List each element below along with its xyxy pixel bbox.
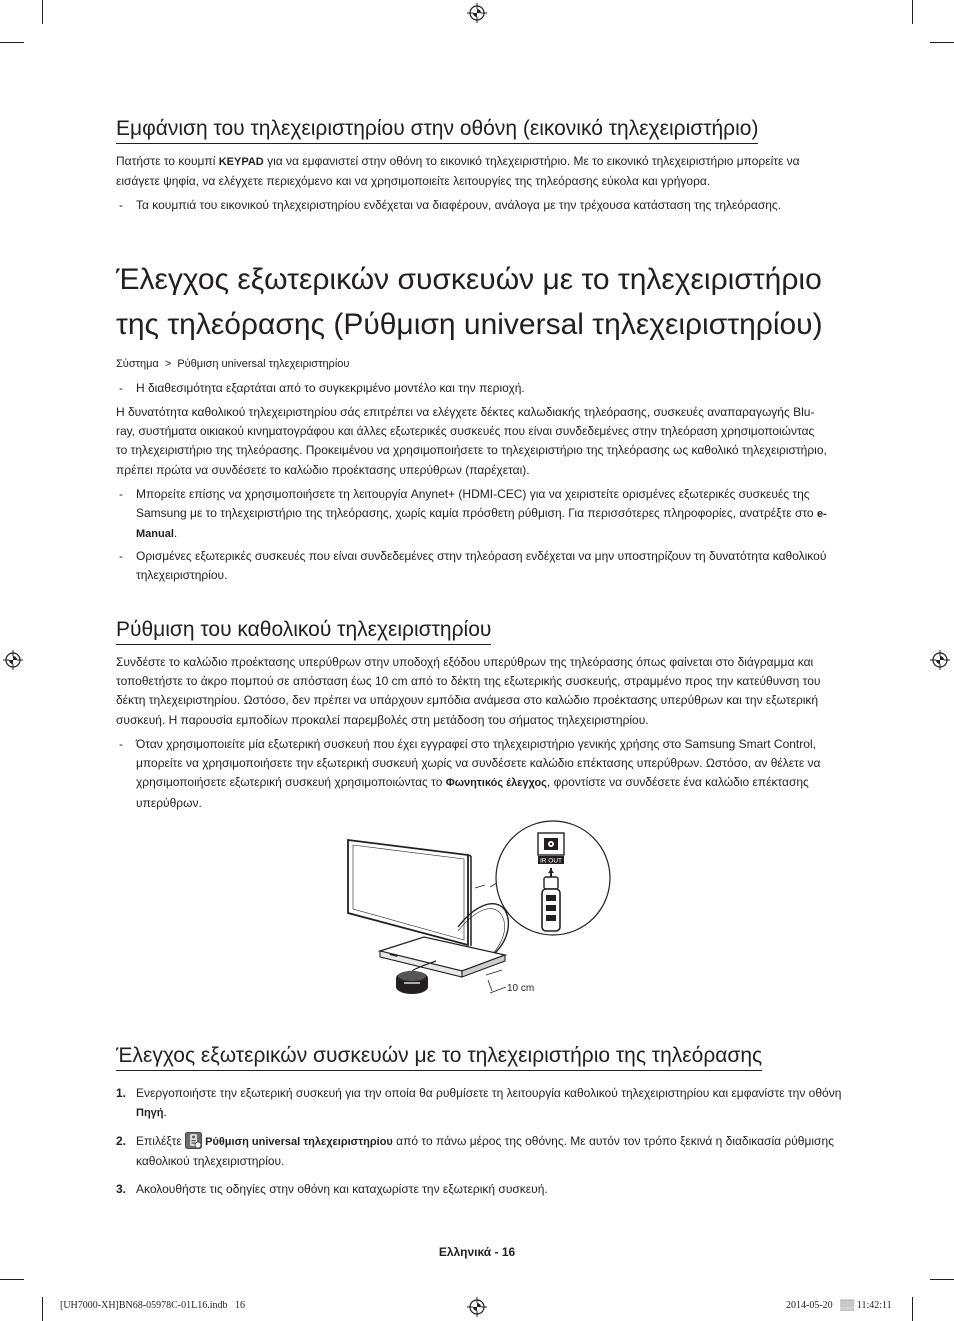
source-term: Πηγή	[136, 1107, 164, 1120]
note-text: Όταν χρησιμοποιείτε μία εξωτερική συσκευή που έχει εγγραφεί στο τηλεχειριστήριο γενικής χρήσης στο Samsung Smart Control, μπορείτε να χρησιμοποιήσετε την εξωτερική συσκευή χωρίς να συνδέσετε καλώδιο επέκτασης υπερύθρων. Ωστόσο, αν θέλετε να χρησιμοποιήσετε εξωτερική συσκευή χρησιμοποιώντας το	[136, 737, 821, 790]
registration-mark-icon	[467, 3, 487, 23]
ir-extender-diagram	[340, 815, 620, 1005]
note-item: - Η διαθεσιμότητα εξαρτάται από το συγκεκριμένο μοντέλο και την περιοχή.	[119, 381, 525, 395]
step-item	[116, 1180, 852, 1199]
crop-mark	[42, 1297, 43, 1321]
note-item: - Μπορείτε επίσης να χρησιμοποιήσετε τη λειτουργία Anynet+ (HDMI-CEC) για να χειριστείτε ορισμένες εξωτερικές συσκευές της Samsung με το τηλεχειριστήριο της τηλεόρασης, χωρίς καμία πρόσθετη ρύθμιση. Για περισσότερες πληροφορίες, ανατρέξτε στο e-Manual.	[119, 487, 827, 541]
universal-remote-icon	[185, 1132, 202, 1149]
section-heading-setup: Ρύθμιση του καθολικού τηλεχειριστηρίου	[116, 617, 491, 645]
text: Πατήστε το κουμπί	[116, 154, 219, 168]
text: για να εμφανιστεί στην οθόνη το εικονικό τηλεχειριστήριο. Με το εικονικό τηλεχειριστήριο μπορείτε να εισάγετε ψηφία, να ελέγχετε περιεχόμενο και να χρησιμοποιείτε λειτουργίες της τηλεόρασης εύκολα και γρήγορα.	[116, 154, 800, 189]
step-item	[116, 1132, 852, 1171]
registration-mark-icon	[930, 650, 950, 670]
step-text: Ακολουθήστε τις οδηγίες στην οθόνη και καταχωρίστε την εξωτερική συσκευή.	[136, 1182, 548, 1196]
crop-mark	[0, 1279, 24, 1280]
note-text: Ορισμένες εξωτερικές συσκευές που είναι συνδεδεμένες στην τηλεόραση ενδέχεται να μην υποστηρίζουν τη δυνατότητα καθολικού τηλεχειριστηρίου.	[136, 549, 827, 583]
crop-mark	[930, 1279, 954, 1280]
universal-remote-term: Ρύθμιση universal τηλεχειριστηρίου	[205, 1136, 393, 1148]
note-item: - Όταν χρησιμοποιείτε μία εξωτερική συσκευή που έχει εγγραφεί στο τηλεχειριστήριο γενικής χρήσης στο Samsung Smart Control, μπορείτε να χρησιμοποιήσετε την εξωτερική συσκευή χωρίς να συνδέσετε καλώδιο επέκτασης υπερύθρων. Ωστόσο, αν θέλετε να χρησιμοποιήσετε εξωτερική συσκευή χρησιμοποιώντας το Φωνητικός έλεγχος, φροντίστε να συνδέσετε ένα καλώδιο επέκτασης υπερύθρων.	[119, 737, 821, 810]
crop-mark	[912, 0, 913, 24]
text: από το πάνω μέρος της οθόνης. Με αυτόν τον τρόπο ξεκινά η διαδικασία ρύθμισης καθολικού τηλεχειριστηρίου.	[136, 1134, 834, 1169]
note-text: Η διαθεσιμότητα εξαρτάται από το συγκεκριμένο μοντέλο και την περιοχή.	[136, 381, 525, 395]
page-number: Ελληνικά - 16	[438, 1245, 516, 1259]
step-text: Ενεργοποιήστε την εξωτερική συσκευή για την οποία θα ρυθμίσετε τη λειτουργία καθολικού τηλεχειριστηρίου και εμφανίστε την οθόνη	[136, 1086, 842, 1100]
main-heading-line-1: Έλεγχος εξωτερικών συσκευών με το τηλεχειριστήριο	[116, 263, 822, 296]
step-text: Επιλέξτε	[136, 1134, 186, 1148]
tv-illustration	[348, 840, 471, 946]
note-item: - Τα κουμπιά του εικονικού τηλεχειριστηρίου ενδέχεται να διαφέρουν, ανάλογα με την τρέχουσα κατάσταση της τηλεόρασης.	[119, 198, 782, 212]
universal-remote-paragraph: Η δυνατότητα καθολικού τηλεχειριστηρίου σάς επιτρέπει να ελέγχετε δέκτες καλωδιακής τηλεόρασης, συσκευές αναπαραγωγής Blu-ray, συστήματα οικιακού κινηματογράφου και άλλες εξωτερικές συσκευές που είναι συνδεδεμένες στην τηλεόραση χρησιμοποιώντας το τηλεχειριστήριο της τηλεόρασης. Προκειμένου να χρησιμοποιήσετε το τηλεχειριστήριο της τηλεόρασης ως καθολικό τηλεχειριστήριο, πρέπει πρώτα να συνδέσετε το καλώδιο προέκτασης υπερύθρων (παρέχεται).	[116, 405, 827, 477]
setup-paragraph: Συνδέστε το καλώδιο προέκτασης υπερύθρων στην υποδοχή εξόδου υπερύθρων της τηλεόρασης όπως φαίνεται στο διάγραμμα και τοποθετήστε το άκρο πομπού σε απόσταση έως 10 cm από το δέκτη της εξωτερικής συσκευής, στραμμένο προς την κατεύθυνση του δέκτη τηλεχειριστηρίου. Ωστόσο, δεν πρέπει να υπάρχουν εμπόδια ανάμεσα στο καλώδιο προέκτασης υπερύθρων και την εξωτερική συσκευή. Η παρουσία εμποδίων προκαλεί παρεμβολές στη μετάδοση του σήματος τηλεχειριστηρίου.	[116, 655, 821, 727]
step-number: 1.	[116, 1086, 127, 1100]
step-number: 2.	[116, 1134, 127, 1148]
registration-mark-icon	[3, 650, 23, 670]
main-heading-line-2: της τηλεόρασης (Ρύθμιση universal τηλεχειριστηρίου)	[116, 308, 823, 341]
distance-label: 10 cm	[507, 983, 535, 994]
note-text: Μπορείτε επίσης να χρησιμοποιήσετε τη λειτουργία Anynet+ (HDMI-CEC) για να χειριστείτε ορισμένες εξωτερικές συσκευές της Samsung με το τηλεχειριστήριο της τηλεόρασης, χωρίς καμία πρόσθετη ρύθμιση. Για περισσότερες πληροφορίες, ανατρέξτε στο	[136, 487, 817, 521]
section-heading-control-devices: Έλεγχος εξωτερικών συσκευών με το τηλεχειριστήριο της τηλεόρασης	[116, 1043, 762, 1071]
breadcrumb-item: Σύστημα	[116, 358, 159, 370]
note-text: Τα κουμπιά του εικονικού τηλεχειριστηρίου ενδέχεται να διαφέρουν, ανάλογα με την τρέχουσα κατάσταση της τηλεόρασης.	[136, 198, 782, 212]
keypad-key: KEYPAD	[218, 156, 264, 168]
e-manual-link: e-Manual	[136, 508, 827, 541]
breadcrumb-item: Ρύθμιση universal τηλεχειριστηρίου	[177, 358, 350, 370]
footer-datetime: 2014-05-20 ▒▒ 11:42:11	[786, 1300, 892, 1311]
crop-mark	[930, 42, 954, 43]
text: , φροντίστε να συνδέσετε ένα καλώδιο επέκτασης υπερύθρων.	[136, 775, 809, 810]
note-item: - Ορισμένες εξωτερικές συσκευές που είναι συνδεδεμένες στην τηλεόραση ενδέχεται να μην υποστηρίζουν τη δυνατότητα καθολικού τηλεχειριστηρίου.	[119, 549, 827, 583]
registration-mark-icon	[467, 1297, 487, 1317]
breadcrumb-separator: >	[164, 358, 172, 370]
external-device-illustration	[380, 937, 505, 977]
footer-file-info: [UH7000-XH]BN68-05978C-01L16.indb 16	[60, 1300, 245, 1311]
breadcrumb	[116, 357, 349, 371]
ir-out-port-closeup	[475, 821, 610, 935]
crop-mark	[912, 1297, 913, 1321]
virtual-remote-paragraph	[116, 152, 828, 191]
voice-control-term: Φωνητικός έλεγχος	[445, 777, 547, 790]
ir-out-label: IR OUT	[539, 857, 563, 865]
text: .	[163, 1105, 167, 1120]
crop-mark	[42, 0, 43, 24]
text: .	[173, 526, 178, 541]
crop-mark	[0, 42, 24, 43]
ir-emitter-illustration	[396, 971, 428, 994]
section-heading-virtual-remote: Εμφάνιση του τηλεχειριστηρίου στην οθόνη (εικονικό τηλεχειριστήριο)	[116, 116, 758, 144]
step-item	[116, 1084, 852, 1123]
step-number: 3.	[116, 1182, 127, 1196]
